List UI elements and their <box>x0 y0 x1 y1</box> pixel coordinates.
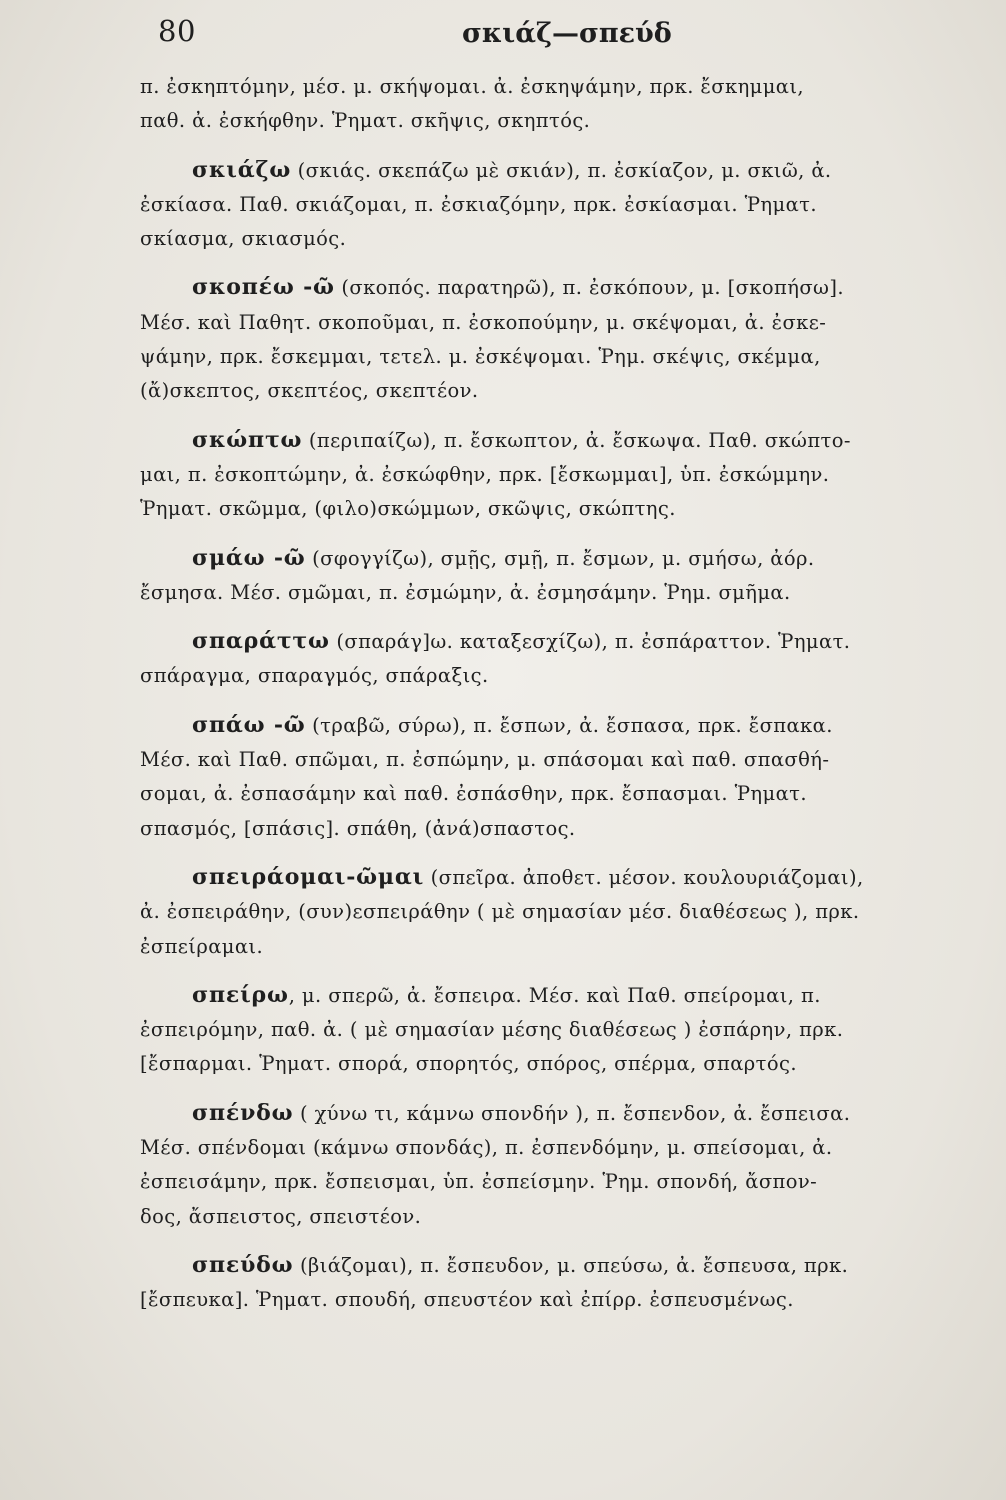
entry-line: Ῥηματ. σκῶμμα, (φιλο)σκώμμων, σκῶψις, σκώπτης. <box>140 497 676 521</box>
entry-line: ἀ. ἐσπειράθην, (συν)εσπειράθην ( μὲ σημασίαν μέσ. διαθέσεως ), πρκ. <box>140 900 860 924</box>
entry-line: ἐσπειρόμην, παθ. ἀ. ( μὲ σημασίαν μέσης διαθέσεως ) ἐσπάρην, πρκ. <box>140 1018 844 1042</box>
entry-text: (σφογγίζω), σμῇς, σμῇ, π. ἔσμων, μ. σμήσω, ἀόρ. <box>305 546 815 570</box>
entry-line: ἐσκίασα. Παθ. σκιάζομαι, π. ἐσκιαζόμην, πρκ. ἐσκίασμαι. Ῥηματ. <box>140 192 817 216</box>
entry-headword: σπάω -ῶ <box>192 711 306 738</box>
entry-gap <box>140 610 970 624</box>
dictionary-entry <box>140 270 970 408</box>
entry-line: Μέσ. καὶ Παθ. σπῶμαι, π. ἐσπώμην, μ. σπάσομαι καὶ παθ. σπασθή- <box>140 748 830 772</box>
entry-headword: σπειράομαι-ῶμαι <box>192 863 425 890</box>
entry-line <box>140 270 970 305</box>
entry-line <box>140 978 970 1013</box>
entry-line <box>140 541 970 576</box>
entry-line <box>140 423 970 458</box>
dictionary-entry <box>140 541 970 611</box>
entry-headword: σπεύδω <box>192 1251 294 1278</box>
entry-line: (ἄ)σκεπτος, σκεπτέος, σκεπτέον. <box>140 379 479 403</box>
entry-headword: σμάω -ῶ <box>192 544 306 571</box>
entry-headword: σπείρω <box>192 981 289 1008</box>
entry-gap <box>140 409 970 423</box>
dictionary-entry <box>140 708 970 846</box>
entry-text: (περιπαίζω), π. ἔσκωπτον, ἀ. ἔσκωψα. Παθ. σκώπτο- <box>302 428 851 452</box>
entry-gap <box>140 964 970 978</box>
entry-line: δος, ἄσπειστος, σπειστέον. <box>140 1204 422 1228</box>
running-head: σκιάζ—σπεύδ <box>462 18 672 49</box>
entry-text: (σκιάς. σκεπάζω μὲ σκιάν), π. ἐσκίαζον, μ. σκιῶ, ἀ. <box>291 158 832 182</box>
entry-text: (σπαράγ]ω. καταξεσχίζω), π. ἐσπάραττον. Ῥηματ. <box>329 630 851 654</box>
entry-line <box>140 1096 970 1131</box>
entry-text: (σπεῖρα. ἀποθετ. μέσον. κουλουριάζομαι), <box>424 865 864 889</box>
dictionary-entry <box>140 978 970 1082</box>
entry-headword: σκώπτω <box>192 426 303 453</box>
entry-line: [ἔσπευκα]. Ῥηματ. σπουδή, σπευστέον καὶ ἐπίρρ. ἐσπευσμένως. <box>140 1288 794 1312</box>
dictionary-entry <box>140 1096 970 1234</box>
entry-line <box>140 1248 970 1283</box>
entry-line: σπάραγμα, σπαραγμός, σπάραξις. <box>140 664 489 688</box>
entry-headword: σπαράττω <box>192 628 330 655</box>
entry-line: π. ἐσκηπτόμην, μέσ. μ. σκήψομαι. ἀ. ἐσκηψάμην, πρκ. ἔσκημμαι, <box>140 75 805 98</box>
entry-line: Μέσ. σπένδομαι (κάμνω σπονδάς), π. ἐσπενδόμην, μ. σπείσομαι, ἀ. <box>140 1136 833 1160</box>
entry-gap <box>140 694 970 708</box>
dictionary-entry <box>140 1248 970 1318</box>
entry-gap <box>140 846 970 860</box>
entry-headword: σπένδω <box>192 1099 294 1126</box>
entry-gap <box>140 1234 970 1248</box>
entry-text: (βιάζομαι), π. ἔσπευδον, μ. σπεύσω, ἀ. ἔσπευσα, πρκ. <box>293 1253 849 1277</box>
entry-headword: σκοπέω -ῶ <box>192 274 335 301</box>
dictionary-entries <box>140 70 970 1318</box>
entry-line: σκίασμα, σκιασμός. <box>140 227 347 251</box>
entry-gap <box>140 527 970 541</box>
dictionary-entry <box>140 860 970 964</box>
entry-line: ἐσπεισάμην, πρκ. ἔσπεισμαι, ὑπ. ἐσπείσμην. Ῥημ. σπονδή, ἄσπον- <box>140 1170 818 1194</box>
dictionary-entry <box>140 624 970 694</box>
entry-line: Μέσ. καὶ Παθητ. σκοποῦμαι, π. ἐσκοπούμην, μ. σκέψομαι, ἀ. ἐσκε- <box>140 310 827 334</box>
entry-line: σπασμός, [σπάσις]. σπάθη, (ἀνά)σπαστος. <box>140 816 576 840</box>
entry-gap <box>140 256 970 270</box>
entry-line: παθ. ἀ. ἐσκήφθην. Ῥηματ. σκῆψις, σκηπτός. <box>140 109 591 133</box>
dictionary-entry <box>140 153 970 257</box>
entry-headword: σκιάζω <box>192 156 292 183</box>
entry-line: [ἔσπαρμαι. Ῥηματ. σπορά, σπορητός, σπόρος, σπέρμα, σπαρτός. <box>140 1052 797 1076</box>
entry-line: σομαι, ἀ. ἐσπασάμην καὶ παθ. ἐσπάσθην, πρκ. ἔσπασμαι. Ῥηματ. <box>140 782 807 806</box>
entry-text: (τραβῶ, σύρω), π. ἔσπων, ἀ. ἔσπασα, πρκ. ἔσπακα. <box>305 713 833 737</box>
dictionary-entry <box>140 70 970 139</box>
page-number: 80 <box>158 14 196 48</box>
entry-line: ψάμην, πρκ. ἔσκεμμαι, τετελ. μ. ἐσκέψομαι. Ῥημ. σκέψις, σκέμμα, <box>140 345 821 369</box>
entry-line: ἔσμησα. Μέσ. σμῶμαι, π. ἐσμώμην, ἀ. ἐσμησάμην. Ῥημ. σμῆμα. <box>140 580 791 604</box>
dictionary-entry <box>140 423 970 527</box>
entry-text: ( χύνω τι, κάμνω σπονδήν ), π. ἔσπενδον, ἀ. ἔσπεισα. <box>293 1101 851 1125</box>
entry-gap <box>140 139 970 153</box>
entry-line: μαι, π. ἐσκοπτώμην, ἀ. ἐσκώφθην, πρκ. [ἔσκωμμαι], ὑπ. ἐσκώμμην. <box>140 462 830 486</box>
entry-line <box>140 860 970 895</box>
entry-line <box>140 153 970 188</box>
entry-gap <box>140 1082 970 1096</box>
entry-line <box>140 708 970 743</box>
page-header <box>158 14 866 64</box>
entry-line: ἐσπείραμαι. <box>140 934 264 958</box>
entry-text: (σκοπός. παρατηρῶ), π. ἐσκόπουν, μ. [σκοπήσω]. <box>334 276 844 300</box>
entry-text: , μ. σπερῶ, ἀ. ἔσπειρα. Μέσ. καὶ Παθ. σπείρομαι, π. <box>288 983 821 1007</box>
entry-line <box>140 624 970 659</box>
